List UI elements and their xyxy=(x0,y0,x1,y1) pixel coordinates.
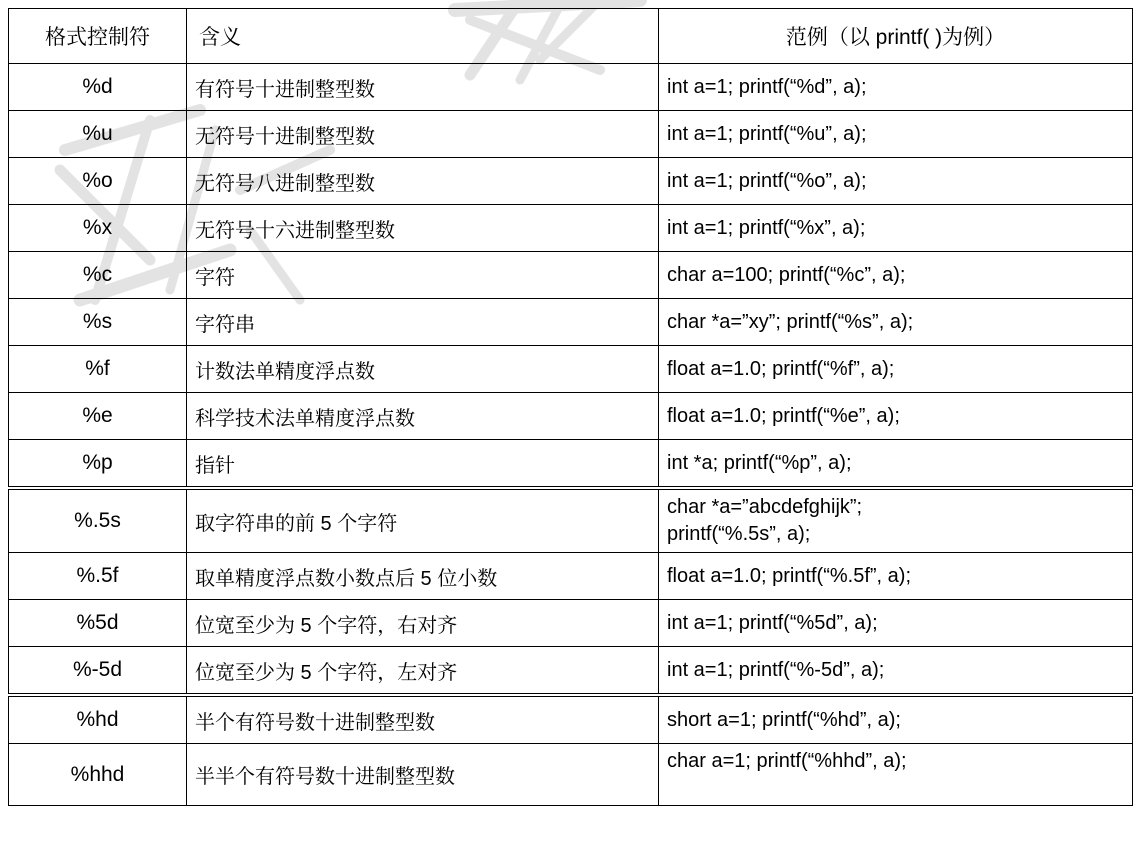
cell-meaning: 无符号十六进制整型数 xyxy=(187,205,659,252)
cell-example: float a=1.0; printf(“%.5f”, a); xyxy=(659,553,1133,600)
cell-code: %hhd xyxy=(9,744,187,806)
cell-example: int a=1; printf(“%d”, a); xyxy=(659,64,1133,111)
table-row xyxy=(9,488,1133,553)
cell-example: char a=1; printf(“%hhd”, a); xyxy=(659,744,1133,806)
table-row xyxy=(9,440,1133,489)
cell-example: short a=1; printf(“%hd”, a); xyxy=(659,695,1133,744)
table-row xyxy=(9,647,1133,696)
cell-code: %f xyxy=(9,346,187,393)
cell-code: %u xyxy=(9,111,187,158)
format-specifier-sheet xyxy=(8,8,1132,806)
cell-meaning: 无符号十进制整型数 xyxy=(187,111,659,158)
cell-meaning: 半个有符号数十进制整型数 xyxy=(187,695,659,744)
table-row xyxy=(9,346,1133,393)
cell-code: %p xyxy=(9,440,187,489)
table-row xyxy=(9,299,1133,346)
cell-code: %.5s xyxy=(9,488,187,553)
header-cell-meaning: 含义 xyxy=(187,9,659,64)
cell-code: %s xyxy=(9,299,187,346)
cell-code: %x xyxy=(9,205,187,252)
cell-meaning: 计数法单精度浮点数 xyxy=(187,346,659,393)
table-body xyxy=(9,9,1133,806)
cell-example: char a=100; printf(“%c”, a); xyxy=(659,252,1133,299)
cell-example: int a=1; printf(“%o”, a); xyxy=(659,158,1133,205)
format-specifier-table xyxy=(8,8,1133,806)
table-row xyxy=(9,553,1133,600)
table-row xyxy=(9,252,1133,299)
table-row xyxy=(9,695,1133,744)
table-row xyxy=(9,111,1133,158)
cell-meaning: 字符串 xyxy=(187,299,659,346)
cell-code: %5d xyxy=(9,600,187,647)
cell-meaning: 半半个有符号数十进制整型数 xyxy=(187,744,659,806)
table-row xyxy=(9,744,1133,806)
header-cell-code: 格式控制符 xyxy=(9,9,187,64)
cell-example: int a=1; printf(“%-5d”, a); xyxy=(659,647,1133,696)
cell-example: char *a=”xy”; printf(“%s”, a); xyxy=(659,299,1133,346)
cell-meaning: 无符号八进制整型数 xyxy=(187,158,659,205)
table-row xyxy=(9,205,1133,252)
cell-meaning: 位宽至少为 5 个字符，左对齐 xyxy=(187,647,659,696)
cell-code: %hd xyxy=(9,695,187,744)
cell-code: %c xyxy=(9,252,187,299)
cell-code: %d xyxy=(9,64,187,111)
cell-meaning: 字符 xyxy=(187,252,659,299)
cell-example: int *a; printf(“%p”, a); xyxy=(659,440,1133,489)
cell-code: %.5f xyxy=(9,553,187,600)
cell-code: %e xyxy=(9,393,187,440)
cell-example: float a=1.0; printf(“%e”, a); xyxy=(659,393,1133,440)
cell-example: int a=1; printf(“%x”, a); xyxy=(659,205,1133,252)
cell-meaning: 有符号十进制整型数 xyxy=(187,64,659,111)
cell-meaning: 指针 xyxy=(187,440,659,489)
table-row xyxy=(9,600,1133,647)
cell-example: int a=1; printf(“%5d”, a); xyxy=(659,600,1133,647)
table-row xyxy=(9,158,1133,205)
cell-meaning: 科学技术法单精度浮点数 xyxy=(187,393,659,440)
header-cell-example: 范例（以 printf( )为例） xyxy=(659,9,1133,64)
cell-example-line: char *a=”abcdefghijk”; xyxy=(667,496,863,518)
cell-example-line: printf(“%.5s”, a); xyxy=(667,523,811,545)
cell-meaning: 位宽至少为 5 个字符，右对齐 xyxy=(187,600,659,647)
cell-example xyxy=(659,488,1133,553)
cell-meaning: 取单精度浮点数小数点后 5 位小数 xyxy=(187,553,659,600)
cell-code: %-5d xyxy=(9,647,187,696)
table-row xyxy=(9,393,1133,440)
cell-example: int a=1; printf(“%u”, a); xyxy=(659,111,1133,158)
cell-meaning: 取字符串的前 5 个字符 xyxy=(187,488,659,553)
table-row xyxy=(9,64,1133,111)
table-header-row xyxy=(9,9,1133,64)
cell-example: float a=1.0; printf(“%f”, a); xyxy=(659,346,1133,393)
cell-code: %o xyxy=(9,158,187,205)
